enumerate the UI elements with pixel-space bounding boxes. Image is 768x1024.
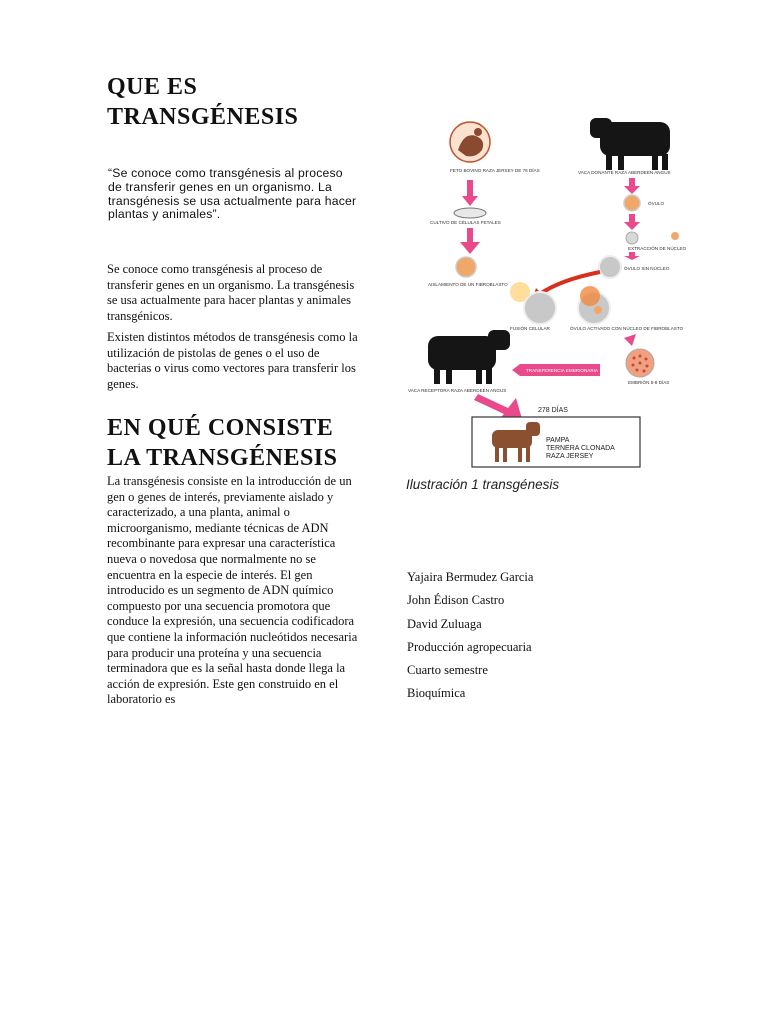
arrow-left-2 [460,228,480,254]
ovum-without-nucleus [599,256,621,278]
label-feto: FETO BOVINO RAZA JERSEY DE 76 DÍAS [450,168,540,173]
quote-paragraph: “Se conoce como transgénesis al proceso de transferir genes en un organismo. La transgénesis se usa actualmente para hacer plantas y animales”. [108,166,357,222]
semester-item: Cuarto semestre [407,663,488,678]
section1-title-line2: TRANSGÉNESIS [107,104,299,130]
section2-title-line1: EN QUÉ CONSISTE [107,415,334,441]
nucleus [671,232,679,240]
label-dias: 278 DÍAS [538,407,568,414]
label-raza: RAZA JERSEY [546,453,594,460]
label-vaca-receptora: VACA RECEPTORA RAZA ABERDEEN ANGUS [408,388,507,393]
section2-title-line2: LA TRANSGÉNESIS [107,445,338,471]
ovum-extraction [626,232,638,244]
arrow-right-1 [624,178,640,194]
label-cultivo: CULTIVO DE CÉLULAS FETALES [430,220,501,225]
label-embrion: EMBRIÓN 5-8 DÍAS [628,380,670,385]
section1-paragraph-1: Se conoce como transgénesis al proceso de transferir genes en un organismo. La transgénesis se usa actualmente para hacer plantas y animales transgénicos. [107,262,355,323]
arrow-left-1 [462,180,478,206]
arrow-right-4 [624,334,636,346]
program-item: Producción agropecuaria [407,639,532,654]
author-item: David Zuluaga [407,616,482,631]
petri-dish [454,208,486,218]
ovum-cell [624,195,640,211]
label-ovulo: ÓVULO [648,201,665,206]
label-transferencia: TRANSFERENCIA EMBRIONARIA [526,368,598,373]
author-item: John Édison Castro [407,593,505,608]
author-item: Yajaira Bermudez Garcia [407,570,534,584]
label-ovulo-activado: ÓVULO ACTIVADO CON NÚCLEO DE FIBROBLASTO [570,326,684,331]
bovine-fetus-illustration [450,122,490,162]
arrow-right-2 [624,214,640,230]
fusion-cells [510,282,610,324]
arrow-right-3 [624,252,640,260]
label-ovulo-sin: ÓVULO SIN NÚCLEO [624,266,670,271]
section1-title [107,72,367,132]
label-pampa: PAMPA [546,437,570,444]
recipient-cow-illustration [428,330,510,384]
subject-item: Bioquímica [407,686,466,701]
label-ternera: TERNERA CLONADA [546,445,615,452]
section1-title-line1: QUE ES [107,74,198,100]
section2-title [107,413,367,473]
label-fusion: FUSIÓN CELULAR [510,326,550,331]
section2-paragraph: La transgénesis consiste en la introducción de un gen o genes de interés, previamente aislado y caracterizado, a una planta, animal o microorganismo, mediante técnicas de ADN recombinante para expresar una característica nueva o novedosa que normalmente no se encuentra en la especie de interés. El gen introducido es un segmento de ADN químico compuesto por una secuencia promotora que conduce la expresión, una secuencia codificadora que contiene la información nucleótidos necesaria para producir una proteína y una secuencia terminadora que es la señal hasta donde llega la acción de expresión. Este gen construido en el laboratorio es [107,474,358,707]
fibroblast-cell [456,257,476,277]
label-aislamiento: AISLAMIENTO DE UN FIBROBLASTO [428,282,508,287]
label-vaca-donante: VACA DONANTE RAZA ABERDEEN ANGUS [578,170,671,175]
authors-list [407,568,657,708]
transgenesis-diagram [400,110,700,470]
donor-cow-illustration [590,118,670,170]
label-extraccion: EXTRACCIÓN DE NÚCLEO [628,246,687,251]
section1-paragraph-2: Existen distintos métodos de transgénesis como la utilización de pistolas de genes o el uso de bacterias o virus como vectores para transferir los genes. [107,330,358,391]
figure-caption: Ilustración 1 transgénesis [406,477,560,492]
